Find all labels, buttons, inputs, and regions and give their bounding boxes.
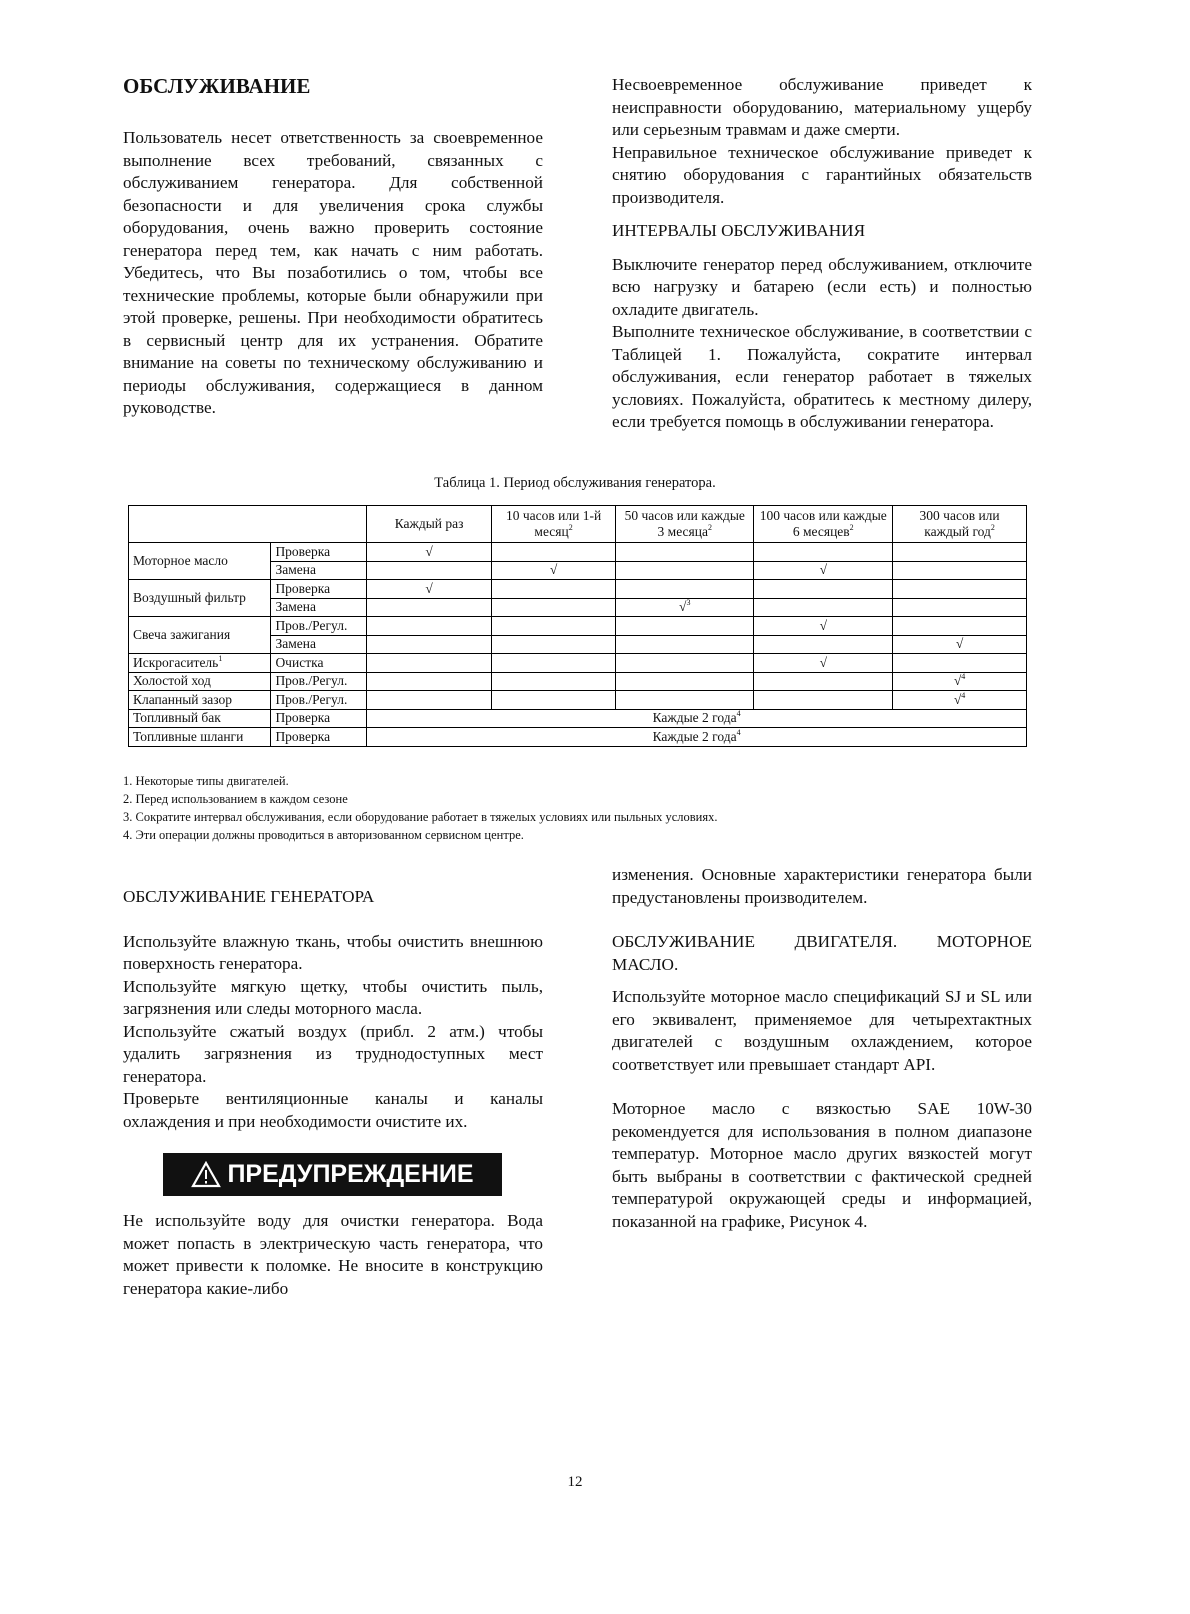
interval-cell [367,598,492,617]
row-item [129,728,271,747]
row-item [129,709,271,728]
cell-footnote-ref: 4 [736,727,741,737]
row-item [129,543,271,580]
row-item-text: Топливные шланги [133,728,244,744]
interval-cell [367,617,492,636]
cell-mark: √ [955,636,964,652]
cell-footnote-ref: 4 [736,709,741,719]
interval-cell [754,561,893,580]
interval-cell [492,654,616,673]
table-row [129,691,1027,710]
interval-cell [492,580,616,599]
interval-cell [492,561,616,580]
row-item [129,617,271,654]
column-header-footnote: 2 [990,523,995,532]
column-header-footnote: 2 [849,523,854,532]
cell-mark: √ [819,562,827,578]
row-action: Замена [271,598,367,617]
interval-cell [367,691,492,710]
interval-cell [893,580,1027,599]
column-header-text: 10 часов или 1-й месяц [505,508,602,539]
interval-cell [754,672,893,691]
cell-mark: Каждые 2 года [652,710,737,726]
cell-mark: √ [953,673,962,689]
column-header-footnote: 2 [707,523,712,532]
paragraph: Используйте моторное масло спецификаций SJ и SL или его эквивалент, применяемое для четырехтактных двигателей с воздушным охлаждением, которое соответствует или превышает стандарт API. [612,987,1032,1074]
cell-mark: √ [425,580,433,596]
interval-cell [616,561,754,580]
interval-cell [616,691,754,710]
row-action: Пров./Регул. [271,691,367,710]
paragraph: Моторное масло с вязкостью SAE 10W-30 рекомендуется для использования в полном диапазоне температур. Моторное масло других вязкостей могут быть выбраны в соответствии с фактической средней температурой окружающей среды и информацией, показанной на графике, Рисунок 4. [612,1099,1032,1231]
footnote: 1. Некоторые типы двигателей. [123,774,289,788]
footnote: 2. Перед использованием в каждом сезоне [123,792,348,806]
paragraph: Не используйте воду для очистки генератора. Вода может попасть в электрическую часть генератора, что может привести к поломке. Не вносите в конструкцию генератора какие-либо [123,1211,543,1298]
row-action: Проверка [271,580,367,599]
paragraph: изменения. Основные характеристики генератора были предустановлены производителем. [612,865,1032,907]
interval-cell [754,598,893,617]
row-item [129,672,271,691]
table-row [129,617,1027,636]
cell-mark: √ [679,599,687,615]
section-heading: ИНТЕРВАЛЫ ОБСЛУЖИВАНИЯ [612,221,866,240]
engine-oil-section [612,864,1032,1233]
row-item-text: Искрогаситель [133,654,219,670]
interval-cell [616,654,754,673]
interval-cell [492,672,616,691]
right-top-section [612,74,1032,434]
page-number: 12 [567,1474,583,1490]
warning-banner [163,1153,502,1196]
intro-paragraph: Пользователь несет ответственность за своевременное выполнение всех требований, связанных с обслуживанием генератора. Для собственной безопасности и для увеличения срока службы оборудования, очень важно проверить состояние генератора перед тем, как начать с ним работать. Убедитесь, что Вы позаботились о том, чтобы все технические проблемы, которые были обнаружили при этой проверке, решены. При необходимости обратитесь в сервисный центр для их устранения. Обратите внимание на советы по техническому обслуживанию и периоды обслуживания, содержащиеся в данном руководстве. [123,128,543,417]
row-action: Проверка [271,709,367,728]
warning-label: ПРЕДУПРЕЖДЕНИЕ [227,1160,474,1188]
interval-cell [616,598,754,617]
row-action: Пров./Регул. [271,617,367,636]
intro-section [123,127,543,420]
interval-cell [367,672,492,691]
column-header-text: 50 часов или каждые 3 месяца [624,508,745,539]
row-action: Замена [271,561,367,580]
paragraph: Несвоевременное обслуживание приведет к неисправности оборудованию, материальному ущербу или серьезным травмам и даже смерти. [612,75,1032,139]
row-item [129,580,271,617]
cell-mark: √ [819,654,827,670]
row-item [129,691,271,710]
maintenance-table [128,505,1027,747]
interval-cell [893,617,1027,636]
warning-text-section [123,1210,543,1300]
interval-cell [754,617,893,636]
cell-footnote-ref: 4 [961,690,966,700]
page-title: ОБСЛУЖИВАНИЕ [123,74,311,98]
cell-footnote-ref: 4 [961,672,966,682]
table-row [129,580,1027,599]
interval-cell [893,691,1027,710]
interval-cell [367,635,492,654]
row-item-text: Моторное масло [133,553,228,568]
row-item-text: Холостой ход [133,673,211,689]
row-item-text: Свеча зажигания [133,627,231,642]
row-item-text: Топливный бак [133,710,221,726]
interval-cell [616,543,754,562]
interval-cell [616,580,754,599]
interval-cell [492,617,616,636]
cell-mark: Каждые 2 года [652,728,737,744]
table-row [129,728,1027,747]
row-item-text: Воздушный фильтр [133,590,246,605]
paragraph: Выполните техническое обслуживание, в соответствии с Таблицей 1. Пожалуйста, сократите интервал обслуживания, если генератор работает в тяжелых условиях. Пожалуйста, обратитесь к местному дилеру, если требуется помощь в обслуживании генератора. [612,322,1032,431]
column-header-footnote: 2 [568,523,573,532]
row-action: Замена [271,635,367,654]
paragraph: Неправильное техническое обслуживание приведет к снятию оборудования с гарантийных обязательств производителя. [612,142,1032,207]
paragraph: Используйте влажную ткань, чтобы очистить внешнюю поверхность генератора. [123,931,543,973]
row-action: Пров./Регул. [271,672,367,691]
interval-cell [754,580,893,599]
warning-triangle-icon [191,1161,221,1188]
row-action: Проверка [271,728,367,747]
interval-cell [754,543,893,562]
merged-interval-cell [367,709,1027,728]
column-header [367,506,492,543]
row-item-text: Клапанный зазор [133,691,232,707]
cell-footnote-ref: 3 [686,598,691,608]
cell-mark: √ [425,543,433,559]
column-header-text: 100 часов или каждые 6 месяцев [759,508,887,539]
table-row [129,709,1027,728]
generator-maintenance-section [123,886,543,1133]
column-header-text: Каждый раз [394,516,464,531]
interval-cell [893,561,1027,580]
section-heading: ОБСЛУЖИВАНИЕ ГЕНЕРАТОРА [123,887,375,906]
interval-cell [492,691,616,710]
interval-cell [893,672,1027,691]
interval-cell [616,617,754,636]
footnote: 4. Эти операции должны проводиться в авторизованном сервисном центре. [123,828,524,842]
interval-cell [616,672,754,691]
interval-cell [616,635,754,654]
cell-mark: √ [549,562,558,578]
table-header-row [129,506,1027,543]
column-header [754,506,893,543]
footnote: 3. Сократите интервал обслуживания, если оборудование работает в тяжелых условиях или пыльных условиях. [123,810,718,824]
interval-cell [367,654,492,673]
cell-mark: √ [819,617,827,633]
paragraph: Используйте мягкую щетку, чтобы очистить пыль, загрязнения или следы моторного масла. [123,976,543,1018]
column-header [893,506,1027,543]
interval-cell [367,561,492,580]
interval-cell [367,580,492,599]
column-header [492,506,616,543]
row-item [129,654,271,673]
interval-cell [492,635,616,654]
footnotes [123,772,718,844]
interval-cell [754,635,893,654]
interval-cell [893,598,1027,617]
paragraph: Используйте сжатый воздух (прибл. 2 атм.) чтобы удалить загрязнения из труднодоступных мест генератора. [123,1021,543,1086]
table-caption: Таблица 1. Период обслуживания генератора. [434,475,716,491]
interval-cell [893,654,1027,673]
interval-cell [754,691,893,710]
paragraph: Выключите генератор перед обслуживанием, отключите всю нагрузку и батарею (если есть) и полностью охладите двигатель. [612,254,1032,319]
table-row [129,543,1027,562]
header-empty-cell [129,506,367,543]
table-row [129,672,1027,691]
row-action: Очистка [271,654,367,673]
cell-mark: √ [953,691,962,707]
row-item-footnote: 1 [218,653,223,663]
interval-cell [492,543,616,562]
column-header [616,506,754,543]
interval-cell [893,543,1027,562]
row-action: Проверка [271,543,367,562]
interval-cell [754,654,893,673]
column-header-text: 300 часов или каждый год [919,508,1000,539]
table-row [129,654,1027,673]
interval-cell [367,543,492,562]
section-heading: ОБСЛУЖИВАНИЕ ДВИГАТЕЛЯ. МОТОРНОЕ МАСЛО. [612,932,1032,974]
merged-interval-cell [367,728,1027,747]
interval-cell [492,598,616,617]
paragraph: Проверьте вентиляционные каналы и каналы охлаждения и при необходимости очистите их. [123,1089,543,1131]
interval-cell [893,635,1027,654]
